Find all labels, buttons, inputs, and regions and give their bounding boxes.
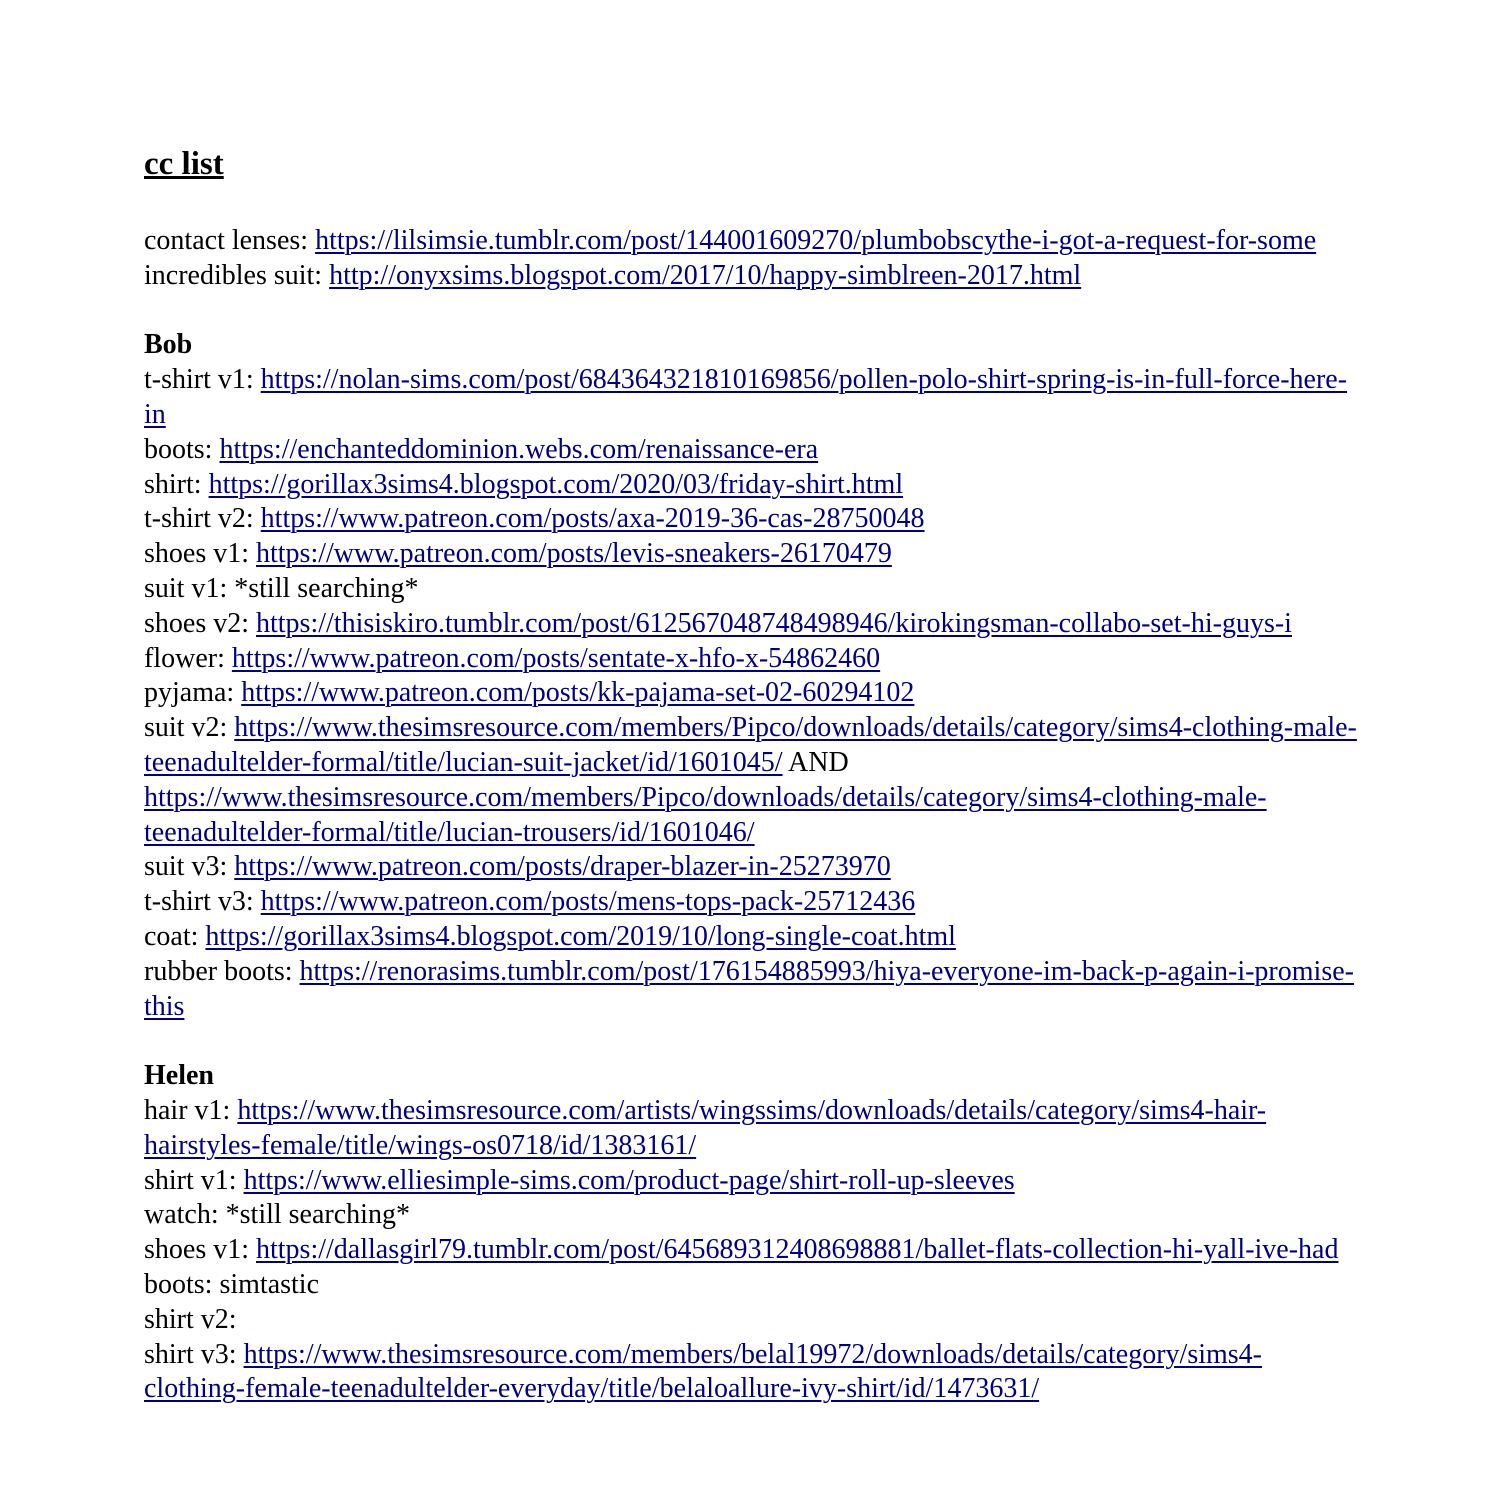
spacer — [144, 1024, 1359, 1059]
list-item — [144, 885, 1359, 920]
list-item — [144, 676, 1359, 711]
item-label: suit v3: — [144, 851, 228, 883]
item-label: rubber boots: — [144, 955, 293, 987]
item-link[interactable]: https://renorasims.tumblr.com/post/176154885993/hiya-everyone-im-back-p-again-i-promise-this — [144, 955, 1354, 1022]
item-note: *still searching* — [234, 572, 419, 604]
item-label: contact lenses: — [144, 225, 309, 256]
item-link[interactable]: https://lilsimsie.tumblr.com/post/144001609270/plumbobscythe-i-got-a-request-for-some — [315, 225, 1317, 256]
list-item — [144, 711, 1359, 850]
item-label: flower: — [144, 642, 225, 674]
item-label: shirt v3: — [144, 1338, 237, 1370]
item-link-secondary[interactable]: https://www.thesimsresource.com/members/Pipco/downloads/details/category/sims4-clothing-male-teenadultelder-formal/title/lucian-trousers/id/1601046/ — [144, 781, 1267, 848]
spacer — [144, 294, 1359, 329]
item-link[interactable]: http://onyxsims.blogspot.com/2017/10/happy-simblreen-2017.html — [329, 259, 1082, 291]
list-item — [144, 955, 1359, 1025]
section-heading: Helen — [144, 1060, 214, 1092]
list-item — [144, 468, 1359, 503]
list-item — [144, 363, 1359, 433]
item-note: *still searching* — [225, 1199, 410, 1231]
conjunction-text: AND — [788, 746, 849, 778]
item-link[interactable]: https://dallasgirl79.tumblr.com/post/645689312408698881/ballet-flats-collection-hi-yall-ive-had — [256, 1234, 1339, 1266]
item-label: boots: — [144, 1268, 213, 1300]
item-note: simtastic — [219, 1268, 320, 1300]
item-link[interactable]: https://www.thesimsresource.com/members/Pipco/downloads/details/category/sims4-clothing-male-teenadultelder-formal/title/lucian-suit-jacket/id/1601045/ — [144, 712, 1357, 778]
item-label: t-shirt v3: — [144, 886, 254, 918]
item-link[interactable]: https://gorillax3sims4.blogspot.com/2019/10/long-single-coat.html — [205, 920, 956, 952]
item-label: suit v2: — [144, 712, 228, 744]
list-item — [144, 1338, 1359, 1408]
list-item — [144, 259, 1359, 294]
item-label: hair v1: — [144, 1094, 231, 1126]
item-label: coat: — [144, 920, 199, 952]
section-bob — [144, 328, 1359, 1024]
item-link[interactable]: https://www.patreon.com/posts/levis-sneakers-26170479 — [256, 538, 892, 570]
list-item — [144, 502, 1359, 537]
list-item — [144, 850, 1359, 885]
item-link[interactable]: https://www.thesimsresource.com/members/belal19972/downloads/details/category/sims4-clothing-female-teenadultelder-everyday/title/belaloallure-ivy-shirt/id/1473631/ — [144, 1338, 1262, 1405]
item-label: t-shirt v2: — [144, 503, 254, 535]
list-item — [144, 224, 1359, 259]
list-item — [144, 1164, 1359, 1199]
item-label: suit v1: — [144, 572, 228, 604]
document-title: cc list — [144, 146, 224, 182]
item-link[interactable]: https://www.patreon.com/posts/mens-tops-pack-25712436 — [260, 886, 916, 918]
list-item — [144, 1094, 1359, 1164]
list-item — [144, 1233, 1359, 1268]
list-item — [144, 537, 1359, 572]
list-item — [144, 1268, 1359, 1303]
item-link[interactable]: https://www.patreon.com/posts/sentate-x-hfo-x-54862460 — [231, 642, 881, 674]
list-item — [144, 607, 1359, 642]
item-label: shirt v2: — [144, 1303, 237, 1335]
item-link[interactable]: https://gorillax3sims4.blogspot.com/2020/03/friday-shirt.html — [208, 468, 904, 500]
list-item — [144, 1198, 1359, 1233]
item-link[interactable]: https://www.elliesimple-sims.com/product-page/shirt-roll-up-sleeves — [243, 1164, 1015, 1196]
list-item — [144, 433, 1359, 468]
item-label: boots: — [144, 433, 213, 465]
item-link[interactable]: https://thisiskiro.tumblr.com/post/612567048748498946/kirokingsman-collabo-set-hi-guys-i — [256, 607, 1292, 639]
list-item — [144, 642, 1359, 677]
item-link[interactable]: https://www.patreon.com/posts/kk-pajama-set-02-60294102 — [241, 677, 915, 709]
item-label: watch: — [144, 1199, 219, 1231]
item-link[interactable]: https://www.thesimsresource.com/artists/wingssims/downloads/details/category/sims4-hair-hairstyles-female/title/wings-os0718/id/1383161/ — [144, 1094, 1267, 1161]
list-item — [144, 1303, 1359, 1338]
list-item — [144, 920, 1359, 955]
item-label: t-shirt v1: — [144, 364, 254, 396]
item-label: shoes v1: — [144, 1234, 249, 1266]
document-page — [144, 142, 1359, 1407]
item-label: shoes v2: — [144, 607, 249, 639]
item-label: incredibles suit: — [144, 259, 323, 291]
item-link[interactable]: https://www.patreon.com/posts/draper-blazer-in-25273970 — [234, 851, 891, 883]
item-label: shirt: — [144, 468, 202, 500]
section-heading: Bob — [144, 329, 193, 361]
section-helen — [144, 1059, 1359, 1407]
item-label: shoes v1: — [144, 538, 249, 570]
list-item — [144, 572, 1359, 607]
intro-list — [144, 224, 1359, 294]
item-link[interactable]: https://nolan-sims.com/post/684364321810169856/pollen-polo-shirt-spring-is-in-full-force-here-in — [144, 364, 1348, 430]
item-link[interactable]: https://enchanteddominion.webs.com/renaissance-era — [219, 433, 819, 465]
item-label: shirt v1: — [144, 1164, 237, 1196]
item-link[interactable]: https://www.patreon.com/posts/axa-2019-36-cas-28750048 — [260, 503, 925, 535]
item-label: pyjama: — [144, 677, 235, 709]
